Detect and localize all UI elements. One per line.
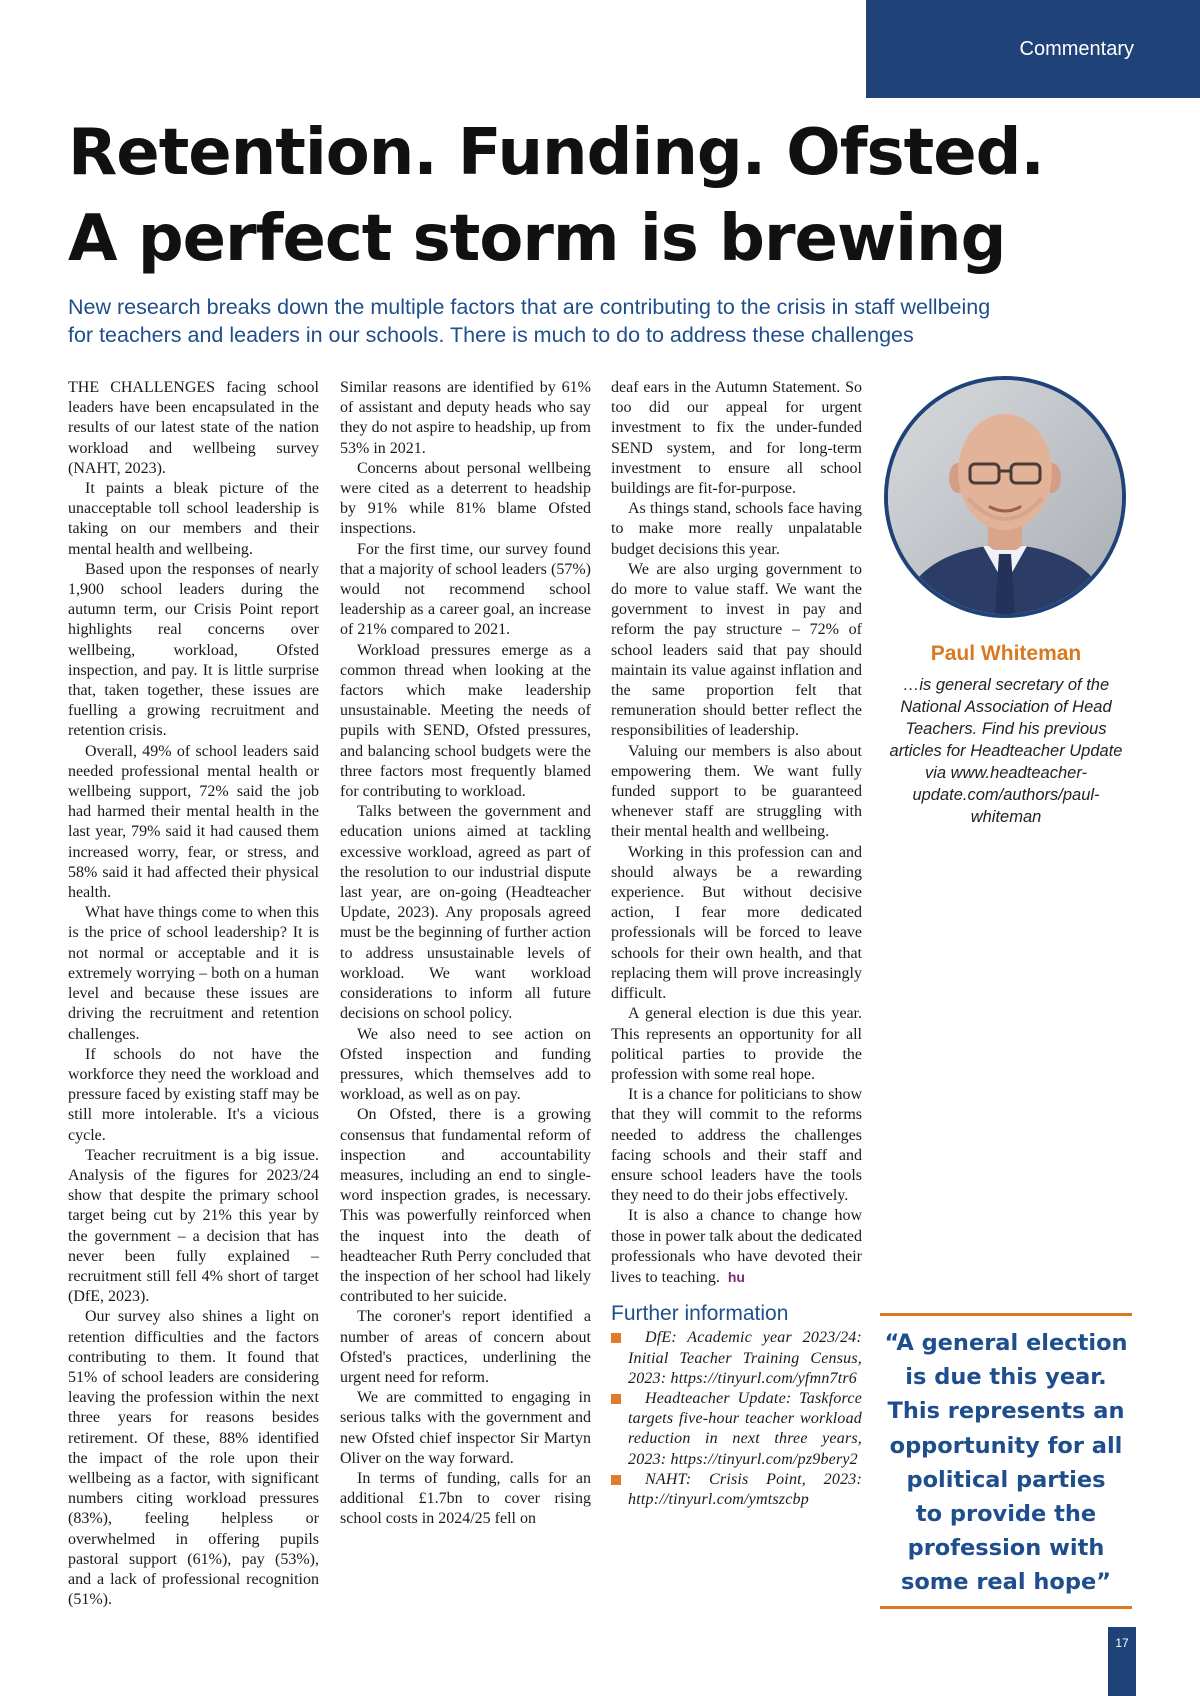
pull-quote-line: some real hope” xyxy=(900,1569,1112,1596)
pull-quote-line: is due this year. xyxy=(905,1364,1107,1391)
references-list xyxy=(611,1328,862,1510)
paragraph: Similar reasons are identified by 61% of assistant and deputy heads who say they do not aspire to headship, up from 53% in 2021. xyxy=(340,379,591,457)
end-mark-logo: hu xyxy=(727,1268,745,1285)
pull-quote-line: opportunity for all xyxy=(889,1432,1123,1459)
square-bullet-icon xyxy=(611,1475,621,1485)
reference-text: Headteacher Update: Taskforce targets five-hour teacher workload reduction in next three years, 2023: https://tinyurl.com/pz9bery2 xyxy=(628,1389,862,1468)
standfirst-line-2: for teachers and leaders in our schools. There is much to do to address these challenges xyxy=(68,323,914,347)
paragraph: It paints a bleak picture of the unacceptable toll school leadership is taking on our members and their mental health and wellbeing. xyxy=(68,480,319,558)
paragraph: For the first time, our survey found that a majority of school leaders (57%) would not recommend school leadership as a career goal, an increase of 21% compared to 2021. xyxy=(340,540,591,639)
paragraph: Our survey also shines a light on retention difficulties and the factors contributing to them. It found that 51% of school leaders are considering leaving the profession within the next three years for reasons besides retirement. Of these, 88% identified the impact of the role upon their wellbeing as a factor, with significant numbers citing workload pressures (83%), feeling helpless or overwhelmed in offering pupils pastoral support (61%), pay (53%), and a lack of professional recognition (51%). xyxy=(68,1308,319,1609)
paragraph xyxy=(611,1206,862,1288)
paragraph: We also need to see action on Ofsted inspection and funding pressures, which themselves add to workload, as well as on pay. xyxy=(340,1025,591,1104)
standfirst xyxy=(68,293,1128,349)
paragraph: A general election is due this year. This represents an opportunity for all political parties to provide the profession with some real hope. xyxy=(611,1005,862,1083)
reference-item xyxy=(611,1470,862,1510)
reference-item xyxy=(611,1328,862,1389)
headline-line-2: A perfect storm is brewing xyxy=(68,202,1006,276)
article-column-1 xyxy=(68,378,319,1610)
paragraph: We are also urging government to do more to value staff. We want the government to invest in pay and reform the pay structure – 72% of school leaders said that pay should maintain its value against inflation and the same proportion felt that remuneration should better reflect the responsibilities of leadership. xyxy=(611,560,862,740)
paragraph: THE CHALLENGES facing school leaders have been encapsulated in the results of our latest state of the nation workload and wellbeing survey (NAHT, 2023). xyxy=(68,379,319,477)
paragraph: Working in this profession can and should always be a rewarding experience. But without decisive action, I fear more dedicated professionals will be forced to leave schools for their own health, and that replacing them will prove increasingly difficult. xyxy=(611,843,862,1003)
paragraph: Valuing our members is also about empowering them. We want fully funded support to be guaranteed whenever staff are struggling with their mental health and wellbeing. xyxy=(611,742,862,841)
paragraph: The coroner's report identified a number of areas of concern about Ofsted's practices, underlining the urgent need for reform. xyxy=(340,1308,591,1386)
pull-quote xyxy=(880,1313,1132,1609)
pull-quote-line: to provide the xyxy=(915,1501,1097,1528)
paragraph: What have things come to when this is the price of school leadership? It is not normal or acceptable and it is extremely worrying – both on a human level and because these issues are driving the recruitment and retention challenges. xyxy=(68,904,319,1043)
headline xyxy=(68,110,1148,282)
article-column-2 xyxy=(340,378,591,1530)
paragraph-text: It is also a chance to change how those in power talk about the dedicated professionals who have devoted their lives to teaching. xyxy=(611,1207,862,1286)
section-label: Commentary xyxy=(1019,37,1134,60)
paragraph: Teacher recruitment is a big issue. Analysis of the figures for 2023/24 show that despite the primary school target being cut by 21% this year by the government – a decision that has never been fully explained – recruitment still fell 4% short of target (DfE, 2023). xyxy=(68,1146,319,1306)
standfirst-line-1: New research breaks down the multiple factors that are contributing to the crisis in staff wellbeing xyxy=(68,295,991,319)
paragraph: Workload pressures emerge as a common thread when looking at the factors which make leadership unsustainable. Meeting the needs of pupils with SEND, Ofsted pressures, and balancing school budgets were the three factors most frequently blamed for contributing to workload. xyxy=(340,641,591,801)
square-bullet-icon xyxy=(611,1333,621,1343)
paragraph: Concerns about personal wellbeing were cited as a deterrent to headship by 91% while 81% blame Ofsted inspections. xyxy=(340,459,591,538)
further-information-title: Further information xyxy=(611,1302,789,1326)
page-number-text: 17 xyxy=(1115,1636,1129,1650)
article-column-3 xyxy=(611,378,862,1510)
author-name: Paul Whiteman xyxy=(930,642,1082,665)
paragraph: We are committed to engaging in serious talks with the government and new Ofsted chief inspector Sir Martyn Oliver on the way forward. xyxy=(340,1389,591,1467)
paragraph: deaf ears in the Autumn Statement. So too did our appeal for urgent investment to fix the under-funded SEND system, and for long-term investment to ensure all school buildings are fit-for-purpose. xyxy=(611,379,862,498)
paragraph: Based upon the responses of nearly 1,900 school leaders during the autumn term, our Crisis Point report highlights real concerns over wellbeing, workload, Ofsted inspection, and pay. It is little surprise that, taken together, these issues are fuelling a growing recruitment and retention crisis. xyxy=(68,560,319,740)
square-bullet-icon xyxy=(611,1394,621,1404)
author-portrait xyxy=(884,376,1126,618)
author-bio: …is general secretary of the National Association of Head Teachers. Find his previous articles for Headteacher Update via www.headteacher-update.com/authors/paul-whiteman xyxy=(889,676,1123,826)
paragraph: On Ofsted, there is a growing consensus that fundamental reform of inspection and accountability measures, including an end to single-word inspection grades, is necessary. This was powerfully reinforced when the inquest into the death of headteacher Ruth Perry concluded that the inspection of her school had likely contributed to her suicide. xyxy=(340,1106,591,1306)
pull-quote-line: “A general election xyxy=(884,1330,1128,1356)
author-photo xyxy=(888,380,1122,614)
paragraph: Talks between the government and education unions aimed at tackling excessive workload, agreed as part of the resolution to our industrial dispute last year, are on-going (Headteacher Update, 2023). Any proposals agreed must be the beginning of further action to address unsustainable levels of workload. We want workload considerations to inform all future decisions on school policy. xyxy=(340,803,591,1023)
page-number xyxy=(1108,1627,1136,1696)
section-tab xyxy=(866,0,1200,98)
pull-quote-line: profession with xyxy=(907,1535,1105,1562)
reference-item xyxy=(611,1389,862,1470)
paragraph: In terms of funding, calls for an additional £1.7bn to cover rising school costs in 2024/25 fell on xyxy=(340,1469,591,1528)
paragraph: As things stand, schools face having to make more really unpalatable budget decisions this year. xyxy=(611,500,862,558)
paragraph: Overall, 49% of school leaders said needed professional mental health or wellbeing support, 72% said the job had harmed their mental health in the last year, 79% said it had caused them increased worry, fear, or stress, and 58% said it had affected their physical health. xyxy=(68,742,319,902)
paragraph: If schools do not have the workforce they need the workload and pressure faced by existing staff may be still more intolerable. It's a vicious cycle. xyxy=(68,1045,319,1144)
pull-quote-line: This represents an xyxy=(887,1398,1125,1425)
reference-text: NAHT: Crisis Point, 2023: http://tinyurl.com/ymtszcbp xyxy=(628,1470,862,1508)
paragraph: It is a chance for politicians to show that they will commit to the reforms needed to address the challenges facing schools and their staff and ensure school leaders have the tools they need to do their jobs effectively. xyxy=(611,1086,862,1205)
headline-line-1: Retention. Funding. Ofsted. xyxy=(68,116,1044,190)
pull-quote-line: political parties xyxy=(906,1466,1106,1493)
reference-text: DfE: Academic year 2023/24: Initial Teacher Training Census, 2023: https://tinyurl.com/yfmn7tr6 xyxy=(628,1329,862,1387)
